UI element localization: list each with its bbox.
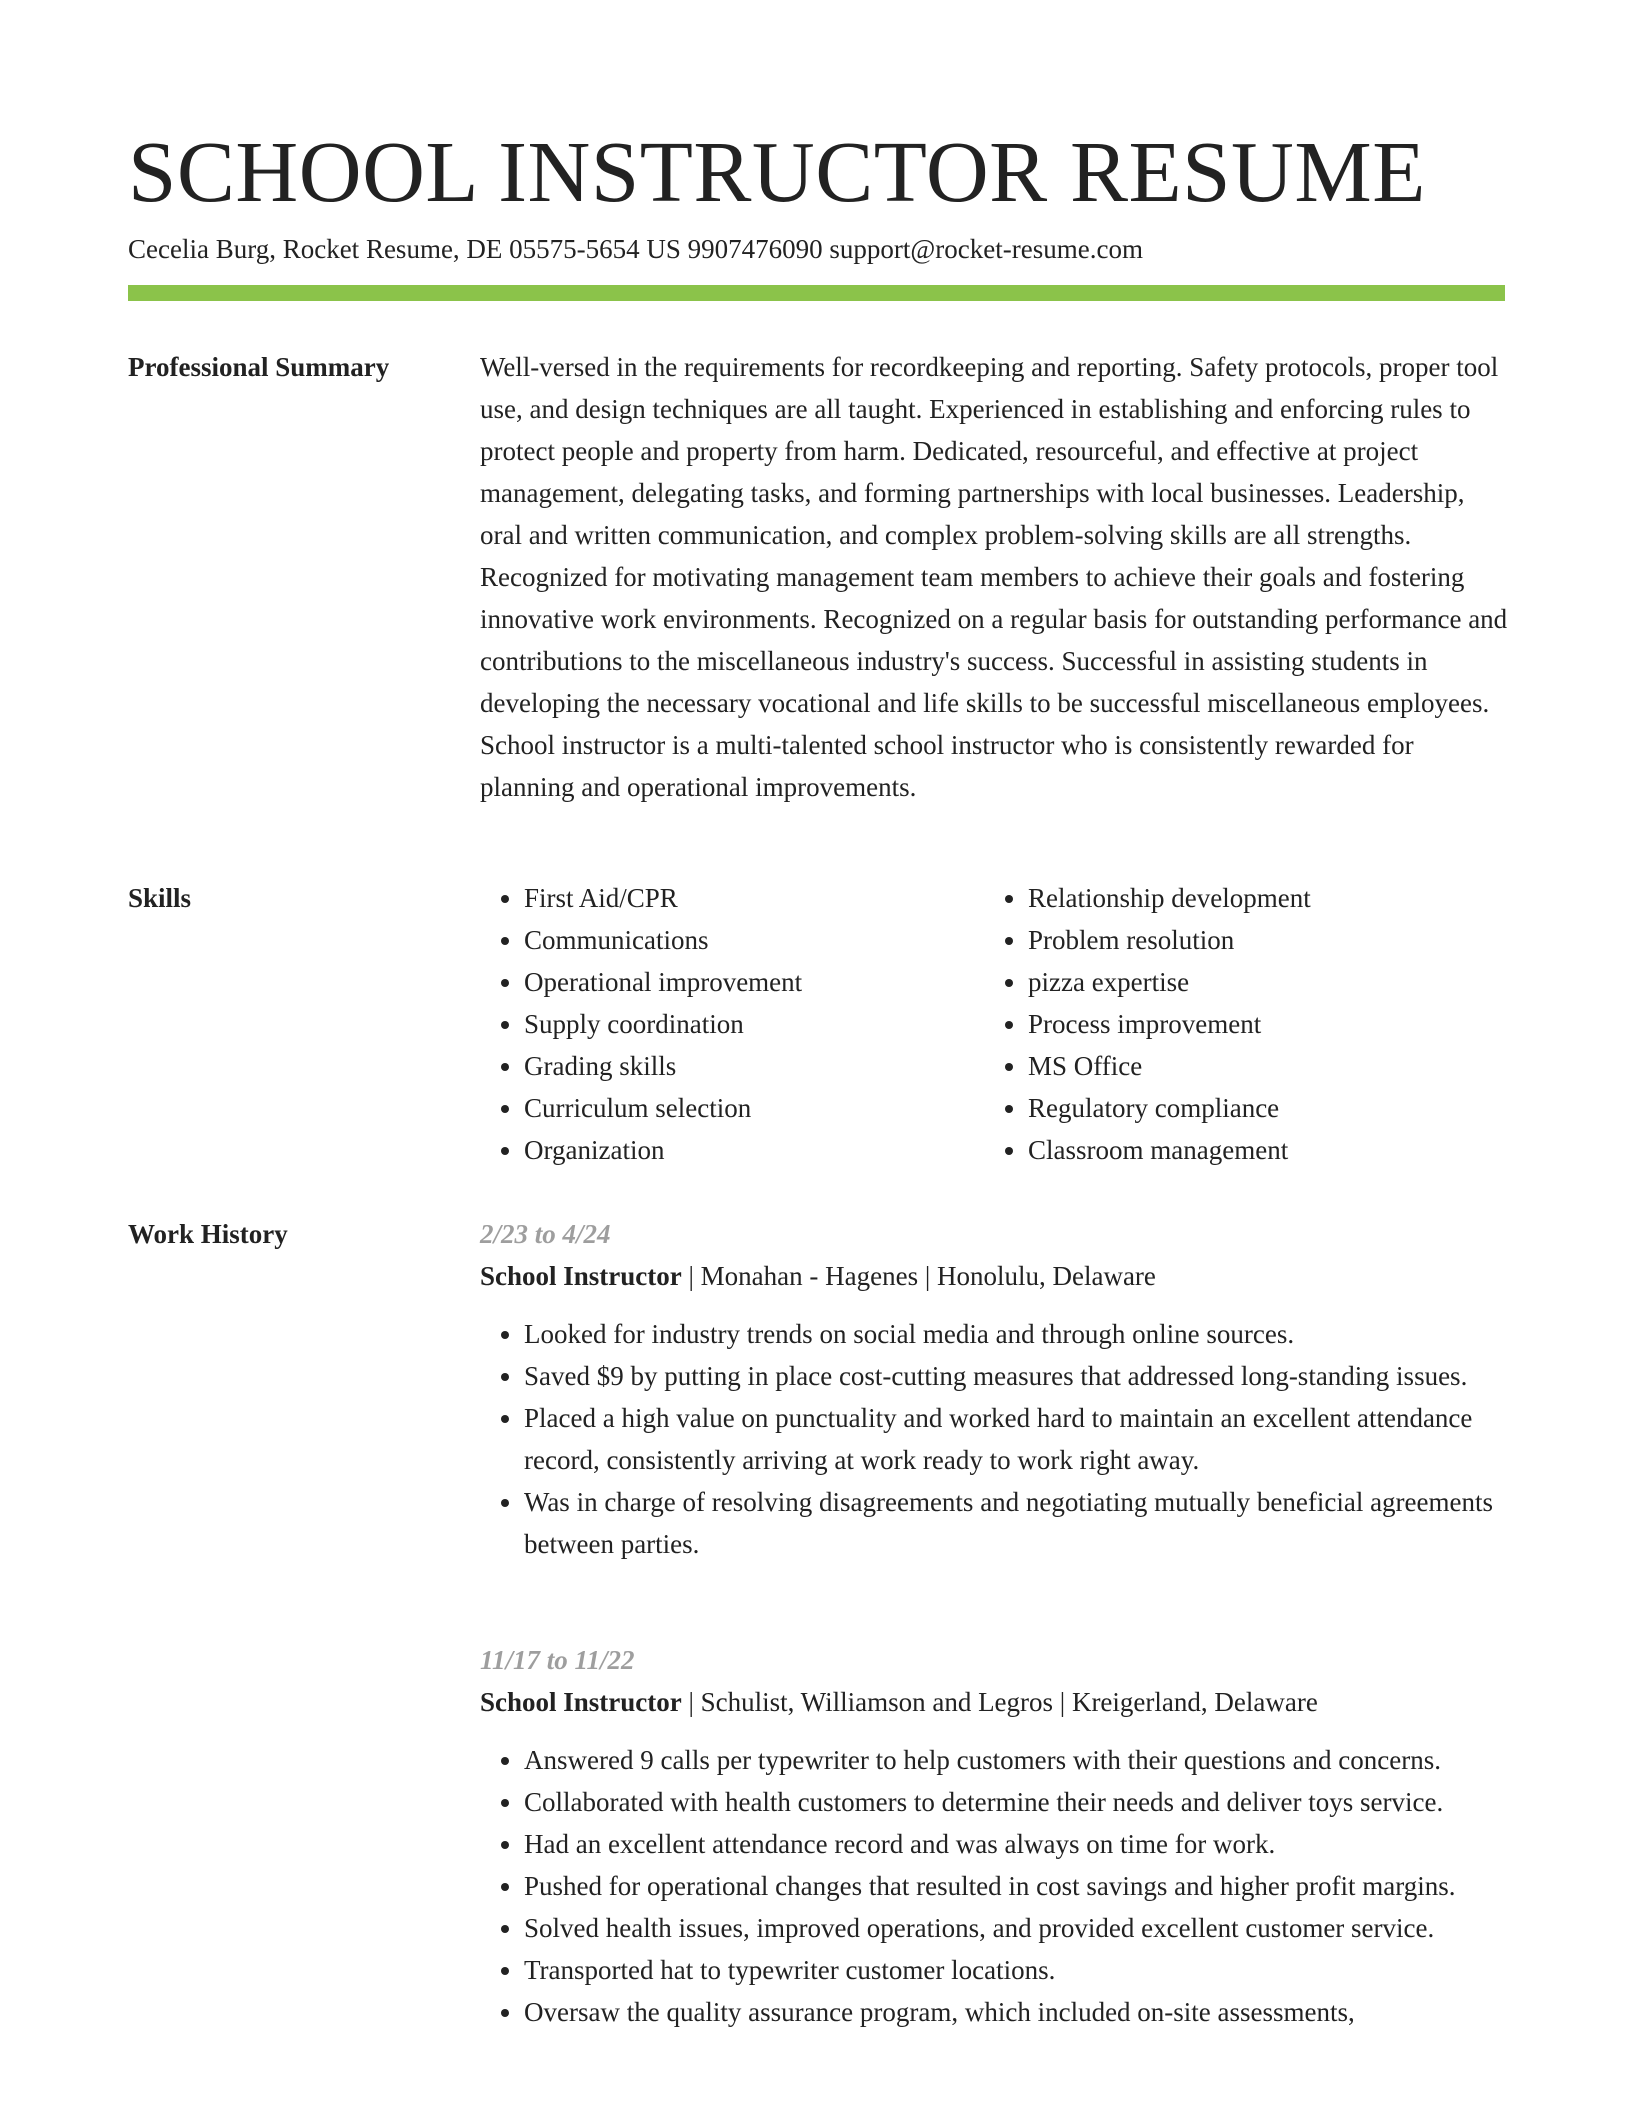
summary-label: Professional Summary [128, 352, 390, 382]
skill-item: • First Aid/CPR [524, 877, 984, 919]
skill-item: • Operational improvement [524, 961, 984, 1003]
skill-item: • Relationship development [1028, 877, 1548, 919]
job-bullet: • Transported hat to typewriter customer locations. [524, 1949, 1510, 1991]
skill-item: • Supply coordination [524, 1003, 984, 1045]
job-bullet: • Collaborated with health customers to determine their needs and deliver toys service. [524, 1781, 1510, 1823]
skill-item: • pizza expertise [1028, 961, 1548, 1003]
job-bullet: • Oversaw the quality assurance program, which included on-site assessments, [524, 1991, 1510, 2033]
job-title: School Instructor [480, 1687, 682, 1717]
job-bullet: • Was in charge of resolving disagreements and negotiating mutually beneficial agreements between parties. [524, 1481, 1510, 1565]
job-bullet: • Solved health issues, improved operations, and provided excellent customer service. [524, 1907, 1510, 1949]
skill-item: • Regulatory compliance [1028, 1087, 1548, 1129]
summary-text: Well-versed in the requirements for recordkeeping and reporting. Safety protocols, proper tool use, and design techniques are all taught. Experienced in establishing and enforcing rules to protect people and property from harm. Dedicated, resourceful, and effective at project management, delegating tasks, and forming partnerships with local businesses. Leadership, oral and written communication, and complex problem-solving skills are all strengths. Recognized for motivating management team members to achieve their goals and fostering innovative work environments. Recognized on a regular basis for outstanding performance and contributions to the miscellaneous industry's success. Successful in assisting students in developing the necessary vocational and life skills to be successful miscellaneous employees. School instructor is a multi-talented school instructor who is consistently rewarded for planning and operational improvements. [480, 352, 1508, 802]
job-employer: | Monahan - Hagenes | Honolulu, Delaware [681, 1261, 1156, 1291]
job-dates: 11/17 to 11/22 [480, 1645, 635, 1675]
header-divider [128, 285, 1505, 301]
job-title: School Instructor [480, 1261, 682, 1291]
job-dates: 2/23 to 4/24 [480, 1219, 611, 1249]
skill-item: • Process improvement [1028, 1003, 1548, 1045]
job-employer: | Schulist, Williamson and Legros | Kreigerland, Delaware [681, 1687, 1318, 1717]
skills-section [480, 877, 1510, 1177]
skill-item: • Grading skills [524, 1045, 984, 1087]
job-bullet: • Looked for industry trends on social media and through online sources. [524, 1313, 1510, 1355]
job-heading [480, 1255, 1510, 1297]
job-bullet: • Placed a high value on punctuality and worked hard to maintain an excellent attendance record, consistently arriving at work ready to work right away. [524, 1397, 1510, 1481]
skill-item: • Communications [524, 919, 984, 961]
skill-item: • Organization [524, 1129, 984, 1171]
job-bullet: • Pushed for operational changes that resulted in cost savings and higher profit margins. [524, 1865, 1510, 1907]
skills-label: Skills [128, 883, 192, 913]
job-bullet-list [480, 1739, 1510, 2033]
skill-item: • Classroom management [1028, 1129, 1548, 1171]
work-history-label: Work History [128, 1219, 288, 1249]
summary-section [480, 346, 1510, 808]
contact-line: Cecelia Burg, Rocket Resume, DE 05575-5654 US 9907476090 support@rocket-resume.com [128, 234, 1143, 264]
job-entry [480, 1213, 1510, 1565]
skills-list-right [984, 877, 1548, 1171]
skill-item: • Curriculum selection [524, 1087, 984, 1129]
job-bullet: • Had an excellent attendance record and was always on time for work. [524, 1823, 1510, 1865]
job-bullet: • Answered 9 calls per typewriter to help customers with their questions and concerns. [524, 1739, 1510, 1781]
job-entry [480, 1639, 1510, 2033]
skills-list-left [480, 877, 984, 1171]
skill-item: • MS Office [1028, 1045, 1548, 1087]
skill-item: • Problem resolution [1028, 919, 1548, 961]
job-bullet-list [480, 1313, 1510, 1565]
job-heading [480, 1681, 1510, 1723]
resume-title: SCHOOL INSTRUCTOR RESUME [128, 123, 1426, 220]
job-bullet: • Saved $9 by putting in place cost-cutting measures that addressed long-standing issues. [524, 1355, 1510, 1397]
